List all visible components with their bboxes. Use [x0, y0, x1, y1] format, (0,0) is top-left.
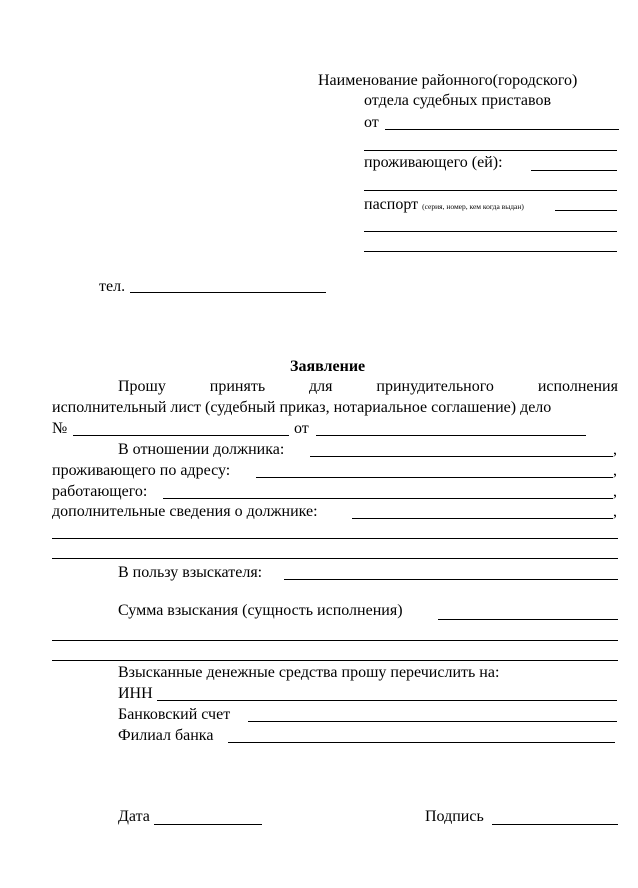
amount-label: Сумма взыскания (сущность исполнения) [118, 602, 403, 619]
extra-field-3[interactable] [52, 558, 618, 559]
case-date-field[interactable] [316, 435, 586, 436]
applicant-name-field[interactable] [385, 129, 619, 130]
account-field[interactable] [248, 721, 617, 722]
inn-label: ИНН [118, 685, 153, 702]
request-line-1 [118, 378, 618, 396]
request-word: принять [209, 378, 266, 395]
header-from-label: от [364, 114, 379, 131]
transfer-label: Взысканные денежные средства прошу перечислить на: [118, 664, 500, 681]
request-word: принудительного [376, 378, 494, 395]
passport-field-3[interactable] [364, 251, 617, 252]
debtor-label: В отношении должника: [118, 441, 285, 458]
document-title: Заявление [290, 358, 366, 375]
passport-hint: (серия, номер, кем когда выдан) [422, 202, 524, 211]
header-passport-label [364, 196, 524, 216]
date-field[interactable] [154, 824, 262, 825]
amount-field[interactable] [438, 619, 618, 620]
header-residing-label: проживающего (ей): [364, 154, 503, 171]
tel-field[interactable] [130, 292, 326, 293]
case-number-sign: № [52, 420, 68, 437]
extra-field[interactable] [352, 518, 613, 519]
creditor-field[interactable] [284, 579, 618, 580]
residing-address-field[interactable] [531, 170, 617, 171]
extra-field-2[interactable] [52, 538, 618, 539]
debtor-comma: , [613, 441, 617, 458]
branch-field[interactable] [228, 742, 615, 743]
passport-label: паспорт [364, 196, 419, 213]
debtor-field[interactable] [310, 456, 613, 457]
extra-label: дополнительные сведения о должнике: [52, 503, 318, 520]
header-org-dept: отдела судебных приставов [364, 92, 551, 109]
amount-field-2[interactable] [52, 640, 618, 641]
extra-comma: , [613, 503, 617, 520]
applicant-name-field-2[interactable] [364, 150, 617, 151]
passport-field[interactable] [555, 210, 617, 211]
work-field[interactable] [163, 498, 613, 499]
request-line-2: исполнительный лист (судебный приказ, нотариальное соглашение) дело [52, 399, 552, 416]
passport-field-2[interactable] [364, 231, 617, 232]
request-word: исполнения [537, 378, 618, 395]
inn-field[interactable] [157, 700, 617, 701]
case-number-field[interactable] [73, 435, 289, 436]
case-from-label: от [294, 420, 309, 437]
account-label: Банковский счет [118, 706, 231, 723]
request-word: Прошу [118, 378, 166, 395]
header-org-name: Наименование районного(городского) [318, 72, 578, 89]
tel-label: тел. [99, 278, 126, 295]
branch-label: Филиал банка [118, 727, 214, 744]
signature-label: Подпись [425, 808, 484, 825]
address-field[interactable] [256, 477, 613, 478]
signature-field[interactable] [492, 824, 618, 825]
work-label: работающего: [52, 483, 148, 500]
residing-address-field-2[interactable] [364, 190, 617, 191]
creditor-label: В пользу взыскателя: [118, 564, 263, 581]
address-comma: , [613, 462, 617, 479]
address-label: проживающего по адресу: [52, 462, 231, 479]
amount-field-3[interactable] [52, 660, 618, 661]
date-label: Дата [118, 808, 150, 825]
work-comma: , [613, 483, 617, 500]
request-word: для [309, 378, 333, 395]
